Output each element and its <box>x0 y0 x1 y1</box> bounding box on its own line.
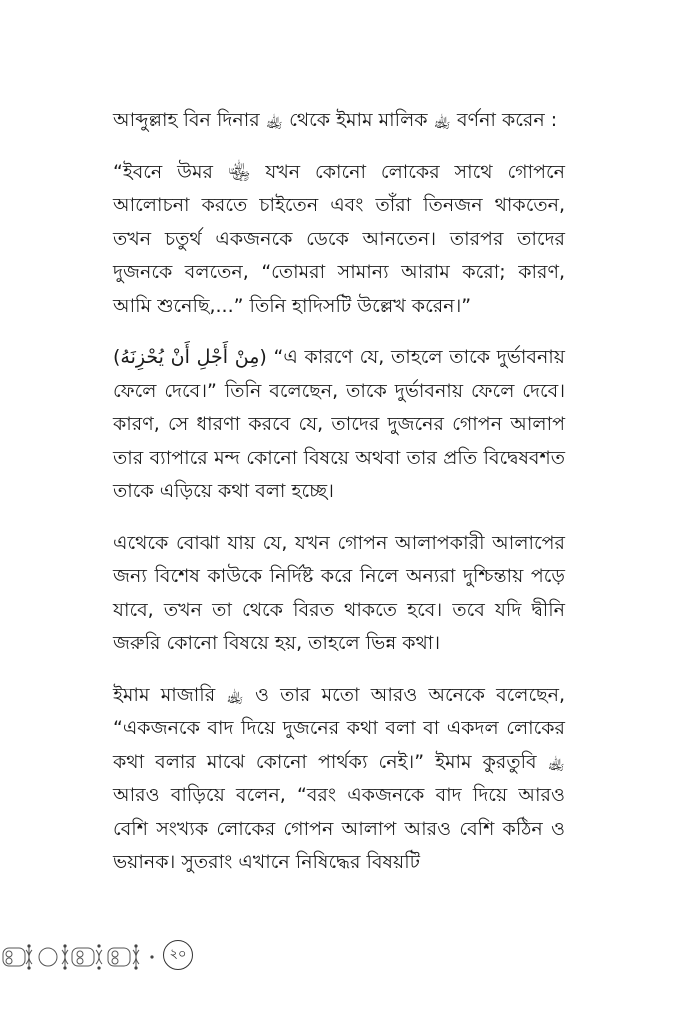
page-number: ২০ <box>163 940 193 970</box>
paragraph-1: আব্দুল্লাহ বিন দিনার ﵀ থেকে ইমাম মালিক ﵀ বর্ণনা করেন : <box>113 109 558 131</box>
page-body <box>113 104 565 898</box>
paragraph-3: (مِنْ أَجْلِ أَنْ يُحْزِنَهُ) “এ কারণে যে, তাহলে তাকে দুর্ভাবনায় ফেলে দেবে।” তিনি বলেছেন, তাকে দুর্ভাবনায় ফেলে দেবে। কারণ, সে ধারণা করবে যে, তাদের দুজনের গোপন আলাপ তার ব্যাপারে মন্দ কোনো বিষয়ে অথবা তার প্রতি বিদ্বেষবশত তাকে এড়িয়ে কথা বলা হচ্ছে। <box>113 346 565 502</box>
paragraph-2: “ইবনে উমর ﵄ যখন কোনো লোকের সাথে গোপনে আলোচনা করতে চাইতেন এবং তাঁরা তিনজন থাকতেন, তখন চতুর্থ একজনকে ডেকে আনতেন। তারপর তাদের দুজনকে বলতেন, “তোমরা সামান্য আরাম করো; কারণ, আমি শুনেছি,...” তিনি হাদিসটি উল্লেখ করেন।” <box>113 160 565 317</box>
paragraph-4: এথেকে বোঝা যায় যে, যখন গোপন আলাপকারী আলাপের জন্য বিশেষ কাউকে নির্দিষ্ট করে নিলে অন্যরা দুশ্চিন্তায় পড়ে যাবে, তখন তা থেকে বিরত থাকতে হবে। তবে যদি দ্বীনি জরুরি কোনো বিষয়ে হয়, তাহলে ভিন্ন কথা। <box>113 531 565 654</box>
page-footer <box>0 938 210 978</box>
paragraph-5: ইমাম মাজারি ﵀ ও তার মতো আরও অনেকে বলেছেন, “একজনকে বাদ দিয়ে দুজনের কথা বলা বা একদল লোকের কথা বলার মাঝে কোনো পার্থক্য নেই।” ইমাম কুরতুবি ﵀ আরও বাড়িয়ে বলেন, “বরং একজনকে বাদ দিয়ে আরও বেশি সংখ্যক লোকের গোপন আলাপ আরও বেশি কঠিন ও ভয়ানক। সুতরাং এখানে নিষিদ্ধের বিষয়টি <box>113 683 565 873</box>
decorative-border-ornament-icon <box>0 942 158 972</box>
